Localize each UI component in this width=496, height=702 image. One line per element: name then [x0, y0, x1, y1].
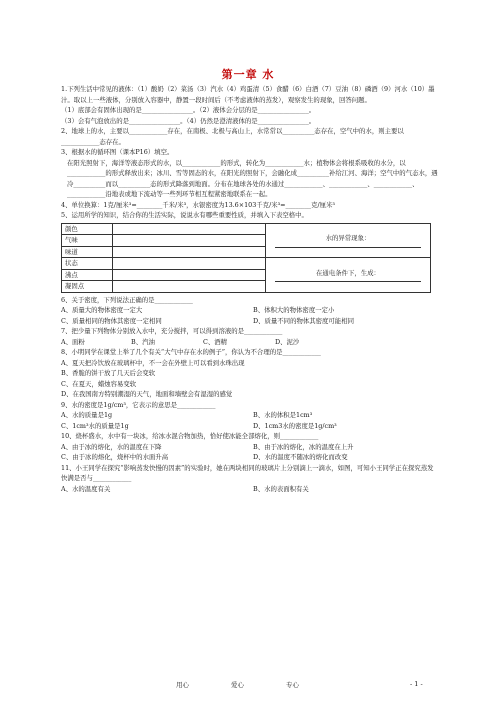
q6-option-b: B、体积大的物体密度一定小	[253, 306, 335, 314]
q2: 2、地球上的水，主要以____________存在，在南极、北极与高山上，水常常以__________态存在，空气中的水，则主要以____________态存在。	[61, 127, 404, 146]
q8-option-b: B、香脆的饼干放了几天后会变软	[61, 369, 156, 377]
q7-options	[61, 337, 439, 348]
anomaly-label: 水的异常现象：	[325, 234, 371, 242]
q9-options-cd	[61, 421, 439, 432]
cell-taste	[113, 246, 266, 258]
q3-stem: 3、根据水的循环图（课本P16）填空。	[61, 148, 174, 156]
cell-freezing	[113, 281, 266, 293]
water-properties-table	[61, 223, 431, 293]
q4: 4、单位换算：1克/厘米³=________千米/米³，水银密度为13.6×103千克/米³=________克/厘米³	[61, 200, 335, 209]
q8-option-d: D、在我国南方特别潮湿的天气，地面和墙壁会有湿湿的感觉	[61, 390, 233, 398]
q10-option-c: C、由于冰的熔化，烧杯中的水面升高	[61, 453, 169, 461]
row-label-boiling: 沸点	[62, 269, 113, 281]
electrolysis-cell	[266, 258, 431, 293]
q11-option-a: A、水的温度有关	[61, 484, 111, 493]
q6-options-ab	[61, 305, 439, 316]
q1-line2: （3）会有气泡放出的是________________。（4）仍然是澄清液体的是________________。	[61, 116, 316, 125]
electrolysis-label: 在通电条件下，生成：	[316, 268, 380, 277]
q7-option-d: D、泥沙	[275, 337, 300, 346]
q7-option-a: A、面粉	[61, 337, 85, 346]
q9-option-a: A、水的质量是1g	[61, 411, 113, 419]
q3-text: 在阳光照射下，海洋等液态形式的水，以____________的形式，转化为____________水；植物体会将根系吸收的水分，以____________的形式释放出来；冰川、雪等固态的水，在阳光的照射下，会融化成__________补给江河、海洋；空气中的气态水，遇冷__________而以__________态的形式降落到地面。分布在地球各处的水通过____________、____________、____________、____________沿地表或地下流动等一些列环节相互程紧密地联系在一起。	[67, 158, 438, 198]
q9-option-b: B、水的体积是1cm³	[253, 411, 313, 419]
q7-option-b: B、汽油	[131, 337, 155, 346]
q10-stem: 10、烧杯盛水，水中有一块冰，给冰水混合物加热，恰好使冰能全部熔化，则____________	[61, 432, 319, 440]
anomaly-blank	[275, 246, 421, 248]
q8-option-a: A、夏天把冷饮放在玻璃杯中，不一会在外壁上可以看到水珠出现	[61, 358, 245, 367]
cell-color	[113, 223, 266, 235]
q6-options-cd	[61, 316, 439, 327]
footer-left: 用心	[176, 681, 189, 689]
q6-stem: 6、关于密度，下列说法正确的是____________	[61, 295, 193, 304]
q10-option-b: B、由于冰的熔化，冰的温度在上升	[253, 442, 354, 451]
page-number: - 1 -	[410, 680, 423, 688]
q6-option-a: A、质量大的物体密度一定大	[61, 306, 143, 314]
q10-option-d: D、水的温度不随冰的熔化而改变	[253, 453, 348, 461]
q7-stem: 7、把少量下列物体分别放入水中，充分搅拌，可以得到溶液的是____________	[61, 327, 283, 335]
chapter-title: 第一章 水	[221, 68, 275, 81]
q1-line1: （1）底部会有固体出现的是________________。（2）液体会分层的是________________。	[61, 106, 316, 114]
q6-option-d: D、质量不同的物体其密度可能相同	[253, 316, 354, 325]
footer-mid: 爱心	[231, 681, 244, 689]
anomaly-cell	[266, 223, 431, 258]
row-label-state: 状态	[62, 258, 113, 270]
q11-option-b: B、水的表面积有关	[253, 484, 309, 493]
footer-right: 专心	[286, 681, 299, 689]
q9-option-d: D、1cm3水的密度是1g/cm³	[253, 421, 337, 430]
q9-options-ab	[61, 410, 439, 421]
q11-stem: 11、小王同学在探究“影响蒸发快慢的因素”的实验时，她在两块相同的玻璃片上分别滴上一滴水，如图，可知小王同学正在探究蒸发快满是否与____________	[61, 463, 434, 482]
row-label-smell: 气味	[62, 235, 113, 247]
cell-state	[113, 258, 266, 270]
q9-option-c: C、1cm³水的质量是1g	[61, 421, 129, 430]
cell-boiling	[113, 269, 266, 281]
q7-option-c: C、酒精	[203, 337, 228, 346]
row-label-taste: 味道	[62, 246, 113, 258]
q10-options-cd	[61, 452, 439, 463]
q8-stem: 8、小明同学在课堂上举了几个有关“大气中存在水的例子”，你认为不合理的是____________	[61, 348, 321, 356]
q8-option-c: C、在夏天，蜡烛容易变软	[61, 379, 137, 388]
q9-stem: 9、水的密度是1g/cm³，它表示的意思是____________	[61, 400, 216, 409]
electrolysis-blank	[275, 280, 421, 282]
q6-option-c: C、质量相同的物体其密度一定相同	[61, 316, 162, 325]
cell-smell	[113, 235, 266, 247]
row-label-freezing: 凝固点	[62, 281, 113, 293]
row-label-color: 颜色	[62, 223, 113, 235]
q10-options-ab	[61, 442, 439, 453]
q10-option-a: A、由于冰的熔化，水的温度在下降	[61, 442, 162, 451]
document-body	[61, 84, 439, 494]
q1-stem: 1.下列生活中常见的液体：（1）酸奶（2）菜汤（3）汽水（4）鸡蛋清（5）食醋（6）白酒（7）豆油（8）磷酒（9）河水（10）墨汁。取以上一些液体，分别放入容器中，静置一段时间后（不考虑液体的蒸发），观察发生的现象，回答问题。	[61, 85, 435, 104]
q5-stem: 5、运用所学的知识，结合你的生活实际，说说水有哪些重要性质，并填入下表空格中。	[61, 211, 308, 219]
q11-options-ab	[61, 484, 439, 495]
